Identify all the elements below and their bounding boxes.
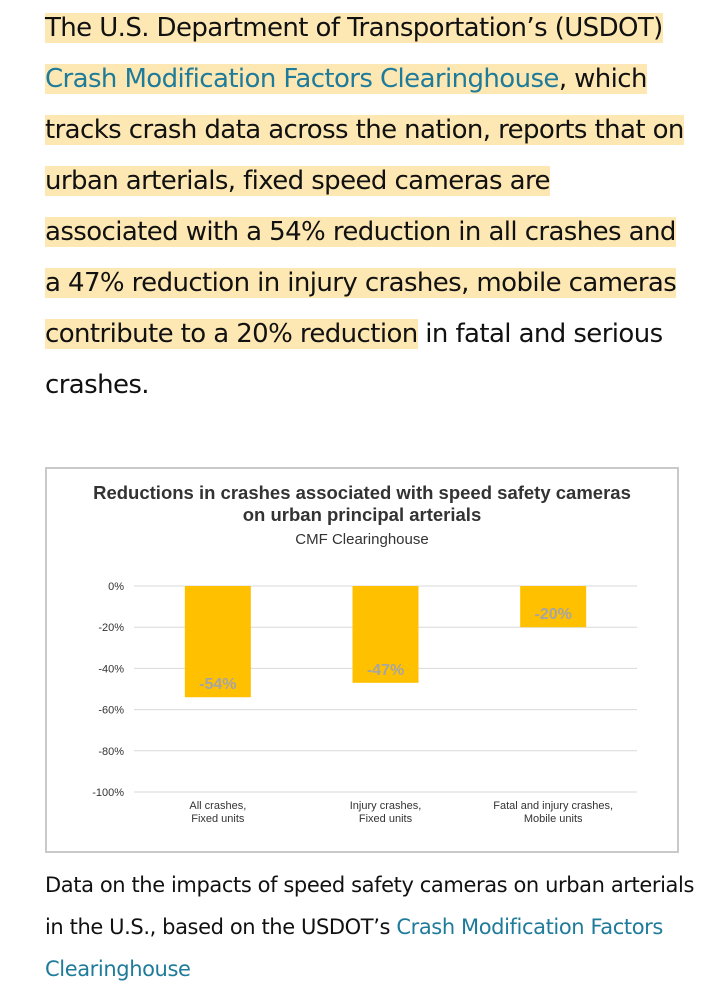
- y-tick-label: 0%: [108, 581, 124, 593]
- x-category-label: Fatal and injury crashes,: [493, 800, 614, 812]
- x-category-label: Mobile units: [523, 813, 583, 825]
- x-category-label: All crashes,: [189, 800, 247, 812]
- y-tick-label: -40%: [98, 663, 124, 676]
- y-tick-label: -20%: [98, 622, 124, 635]
- paragraph-tail: in fatal and serious crashes.: [45, 319, 663, 400]
- y-tick-label: -60%: [98, 704, 124, 717]
- x-category-label: Injury crashes,: [349, 800, 422, 812]
- data-label: -47%: [366, 661, 405, 679]
- data-label: -20%: [534, 606, 572, 624]
- chart-title-line1: Reductions in crashes associated with speed safety cameras: [93, 482, 631, 503]
- chart-figure: [45, 467, 679, 853]
- data-label: -54%: [199, 676, 237, 694]
- chart-title-line2: on urban principal arterials: [242, 504, 482, 525]
- y-tick-label: -100%: [92, 787, 124, 799]
- figure-caption: [45, 864, 695, 990]
- cmf-clearinghouse-link[interactable]: Crash Modification Factors Clearinghouse: [45, 64, 559, 94]
- x-category-label: Fixed units: [358, 813, 413, 825]
- x-category-label: Fixed units: [191, 813, 245, 825]
- bar-chart: [47, 469, 677, 851]
- y-tick-label: -80%: [98, 745, 124, 758]
- chart-subtitle: CMF Clearinghouse: [295, 531, 429, 548]
- article-paragraph: [45, 3, 685, 411]
- caption-text: Data on the impacts of speed safety cameras on urban arterials in the U.S., based on the USDOT’s: [45, 873, 695, 939]
- highlight-text: The U.S. Department of Transportation’s (USDOT): [45, 13, 663, 43]
- highlight-text-continued: , which tracks crash data across the nation, reports that on urban arterials, fixed speed cameras are associated with a 54% reduction in all crashes and a 47% reduction in injury crashes, mobile cameras contribute to a 20% reduction: [45, 64, 684, 349]
- caption-cmf-link[interactable]: Crash Modification Factors Clearinghouse: [45, 915, 663, 981]
